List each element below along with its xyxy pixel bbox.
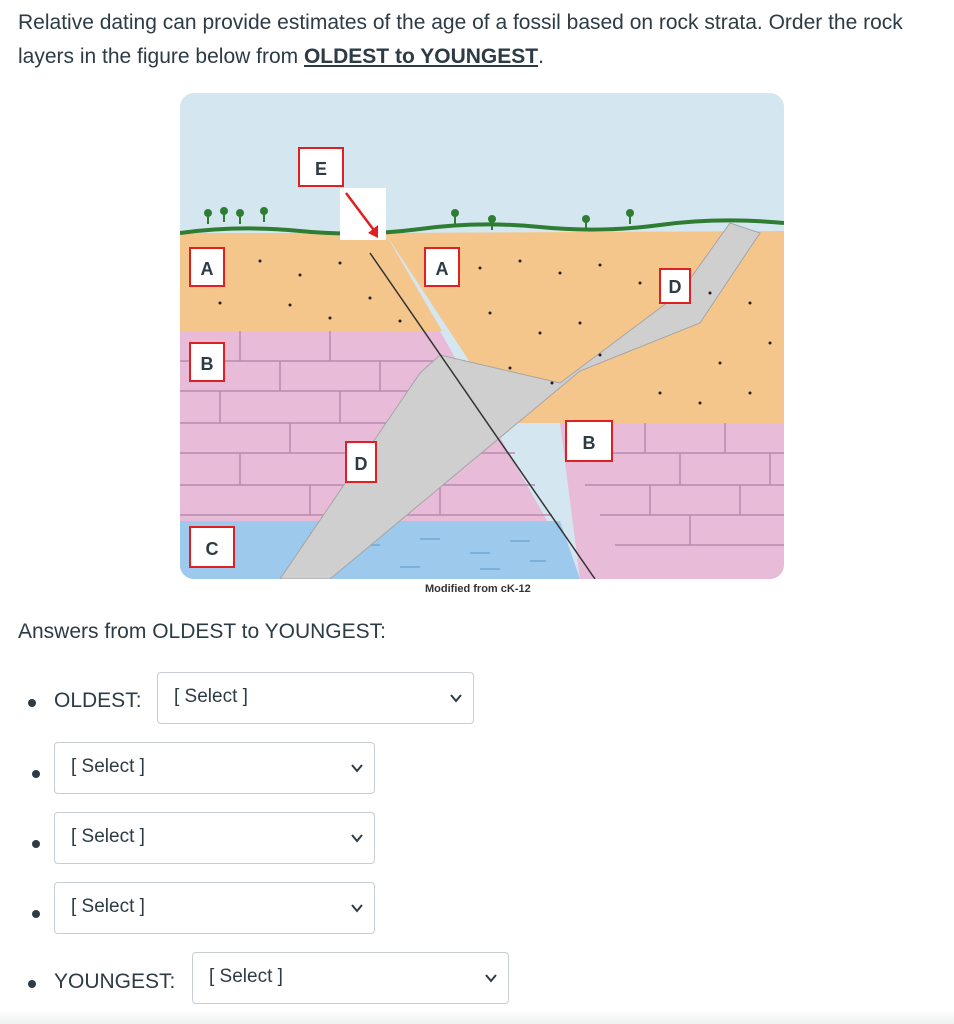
label-a-left (190, 248, 224, 286)
bullet (32, 840, 40, 848)
label-b-left (190, 343, 224, 381)
svg-text:B: B (200, 354, 214, 374)
oldest-label: OLDEST: (54, 689, 142, 712)
select-value: [ Select ] (71, 756, 145, 777)
svg-text:C: C (205, 539, 219, 559)
select-value: [ Select ] (71, 826, 145, 847)
question-emphasis: OLDEST to YOUNGEST (303, 45, 539, 68)
bullet (28, 699, 36, 707)
label-d-mid (346, 442, 376, 482)
bullet (32, 770, 40, 778)
rock-strata-figure (180, 93, 784, 579)
select-value: [ Select ] (174, 686, 248, 707)
label-e (299, 148, 343, 186)
page-bottom-edge (0, 1010, 954, 1024)
svg-text:A: A (435, 259, 449, 279)
svg-text:E: E (314, 159, 328, 179)
answer-3-select[interactable] (54, 812, 375, 864)
youngest-label: YOUNGEST: (54, 970, 176, 993)
chevron-down-icon (484, 971, 498, 985)
svg-text:B: B (582, 433, 596, 453)
bullet (28, 980, 36, 988)
oldest-select[interactable] (157, 672, 474, 724)
svg-text:D: D (668, 277, 682, 297)
label-c (190, 527, 234, 567)
answers-heading: Answers from OLDEST to YOUNGEST: (18, 620, 386, 643)
label-b-right (566, 421, 612, 461)
question-text (18, 6, 943, 74)
figure-credit: Modified from cK-12 (425, 583, 531, 595)
question-part1: Relative dating can provide estimates of the age of a fossil based on rock strata. Order the rock layers in the figure below from (18, 11, 903, 68)
answer-4-select[interactable] (54, 882, 375, 934)
question-part2: . (538, 45, 544, 68)
label-a-right (425, 248, 459, 286)
bullet (32, 910, 40, 918)
chevron-down-icon (350, 901, 364, 915)
youngest-select[interactable] (192, 952, 509, 1004)
svg-text:D: D (354, 454, 368, 474)
chevron-down-icon (350, 831, 364, 845)
chevron-down-icon (350, 761, 364, 775)
answer-2-select[interactable] (54, 742, 375, 794)
label-d-right (660, 269, 690, 303)
chevron-down-icon (449, 691, 463, 705)
svg-text:A: A (200, 259, 214, 279)
select-value: [ Select ] (209, 966, 283, 987)
select-value: [ Select ] (71, 896, 145, 917)
